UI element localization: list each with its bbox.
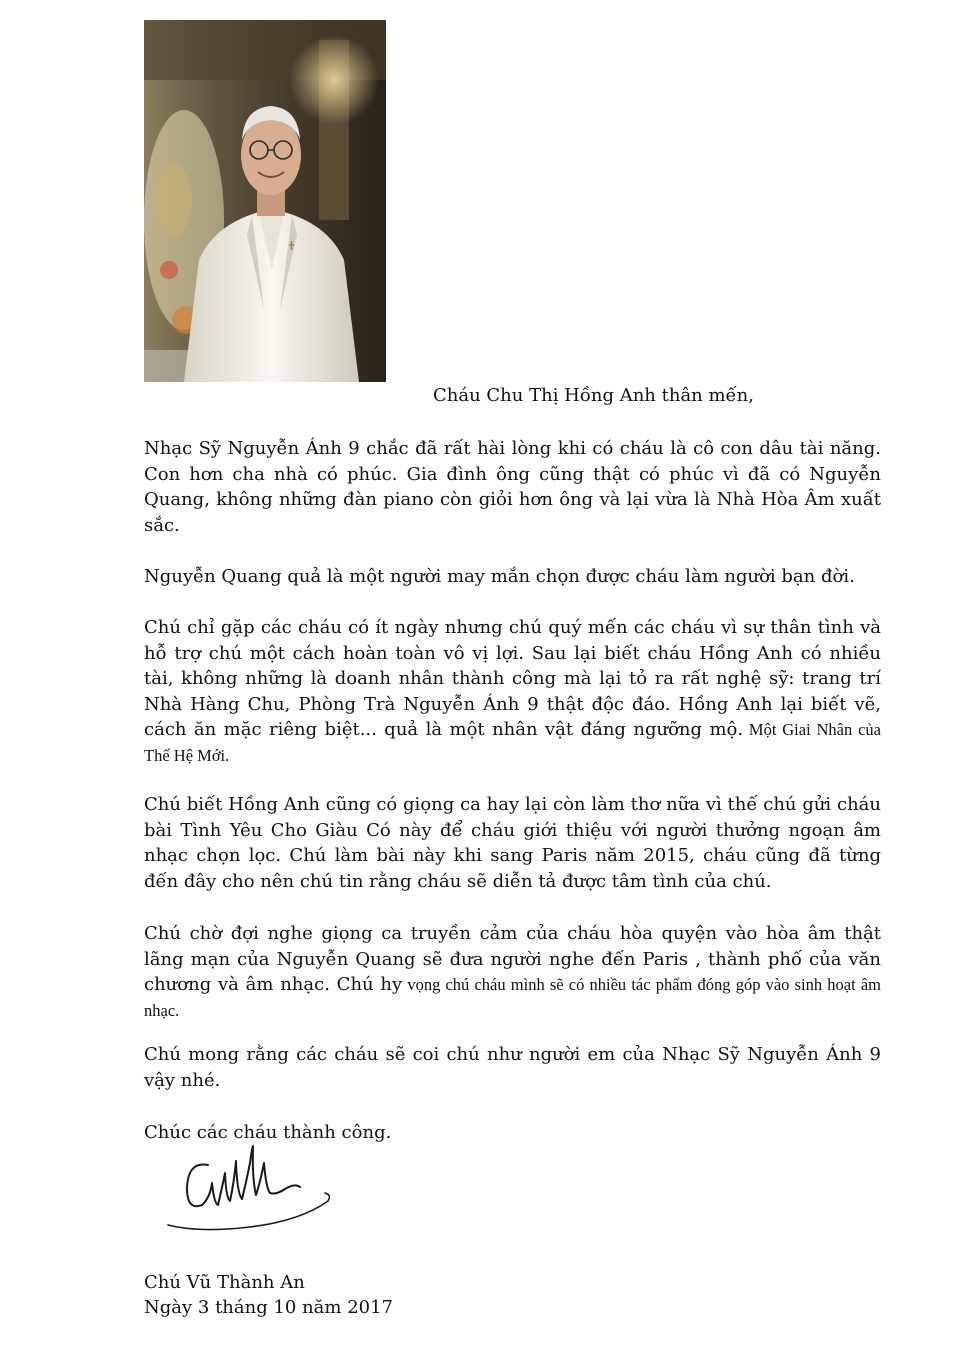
signer-name: Chú Vũ Thành An bbox=[144, 1272, 305, 1293]
paragraph-1: Nhạc Sỹ Nguyễn Ánh 9 chắc đã rất hài lòng khi có cháu là cô con dâu tài năng. Con hơn cha nhà có phúc. Gia đình ông cũng thật có phúc vì đã có Nguyễn Quang, không những đàn piano còn giỏi hơn ông và lại vừa là Nhà Hòa Âm xuất sắc. bbox=[144, 438, 881, 536]
letter-date: Ngày 3 tháng 10 năm 2017 bbox=[144, 1297, 394, 1318]
closing-wish: Chúc các cháu thành công. bbox=[144, 1122, 392, 1143]
portrait-photo bbox=[144, 20, 386, 382]
paragraph-6: Chú mong rằng các cháu sẽ coi chú như người em của Nhạc Sỹ Nguyễn Ánh 9 vậy nhé. bbox=[144, 1044, 881, 1091]
paragraph-3: Chú chỉ gặp các cháu có ít ngày nhưng chú quý mến các cháu vì sự thân tình và hỗ trợ chú một cách hoàn toàn vô vị lợi. Sau lại biết cháu Hồng Anh có nhiều tài, không những là doanh nhân thành công mà lại tỏ ra rất nghệ sỹ: trang trí Nhà Hàng Chu, Phòng Trà Nguyễn Ánh 9 thật độc đáo. Hồng Anh lại biết vẽ, cách ăn mặc riêng biệt... quả là một nhân vật đáng ngưỡng mộ. Một Giai Nhân của Thế Hệ Mới. bbox=[144, 617, 881, 765]
handwritten-signature bbox=[160, 1143, 340, 1238]
paragraph-5: Chú chờ đợi nghe giọng ca truyền cảm của cháu hòa quyện vào hòa âm thật lãng mạn của Nguyễn Quang sẽ đưa người nghe đến Paris , thành phố của văn chương và âm nhạc. Chú hy vọng chú cháu mình sẽ có nhiều tác phẩm đóng góp vào sinh hoạt âm nhạc. bbox=[144, 923, 881, 1020]
paragraph-2: Nguyễn Quang quả là một người may mắn chọn được cháu làm người bạn đời. bbox=[144, 566, 855, 587]
letter-greeting: Cháu Chu Thị Hồng Anh thân mến, bbox=[433, 385, 754, 406]
paragraph-4: Chú biết Hồng Anh cũng có giọng ca hay lại còn làm thơ nữa vì thế chú gửi cháu bài Tình Yêu Cho Giàu Có này để cháu giới thiệu với người thưởng ngoạn âm nhạc chọn lọc. Chú làm bài này khi sang Paris năm 2015, cháu cũng đã từng đến đây cho nên chú tin rằng cháu sẽ diễn tả được tâm tình của chú. bbox=[144, 794, 881, 892]
